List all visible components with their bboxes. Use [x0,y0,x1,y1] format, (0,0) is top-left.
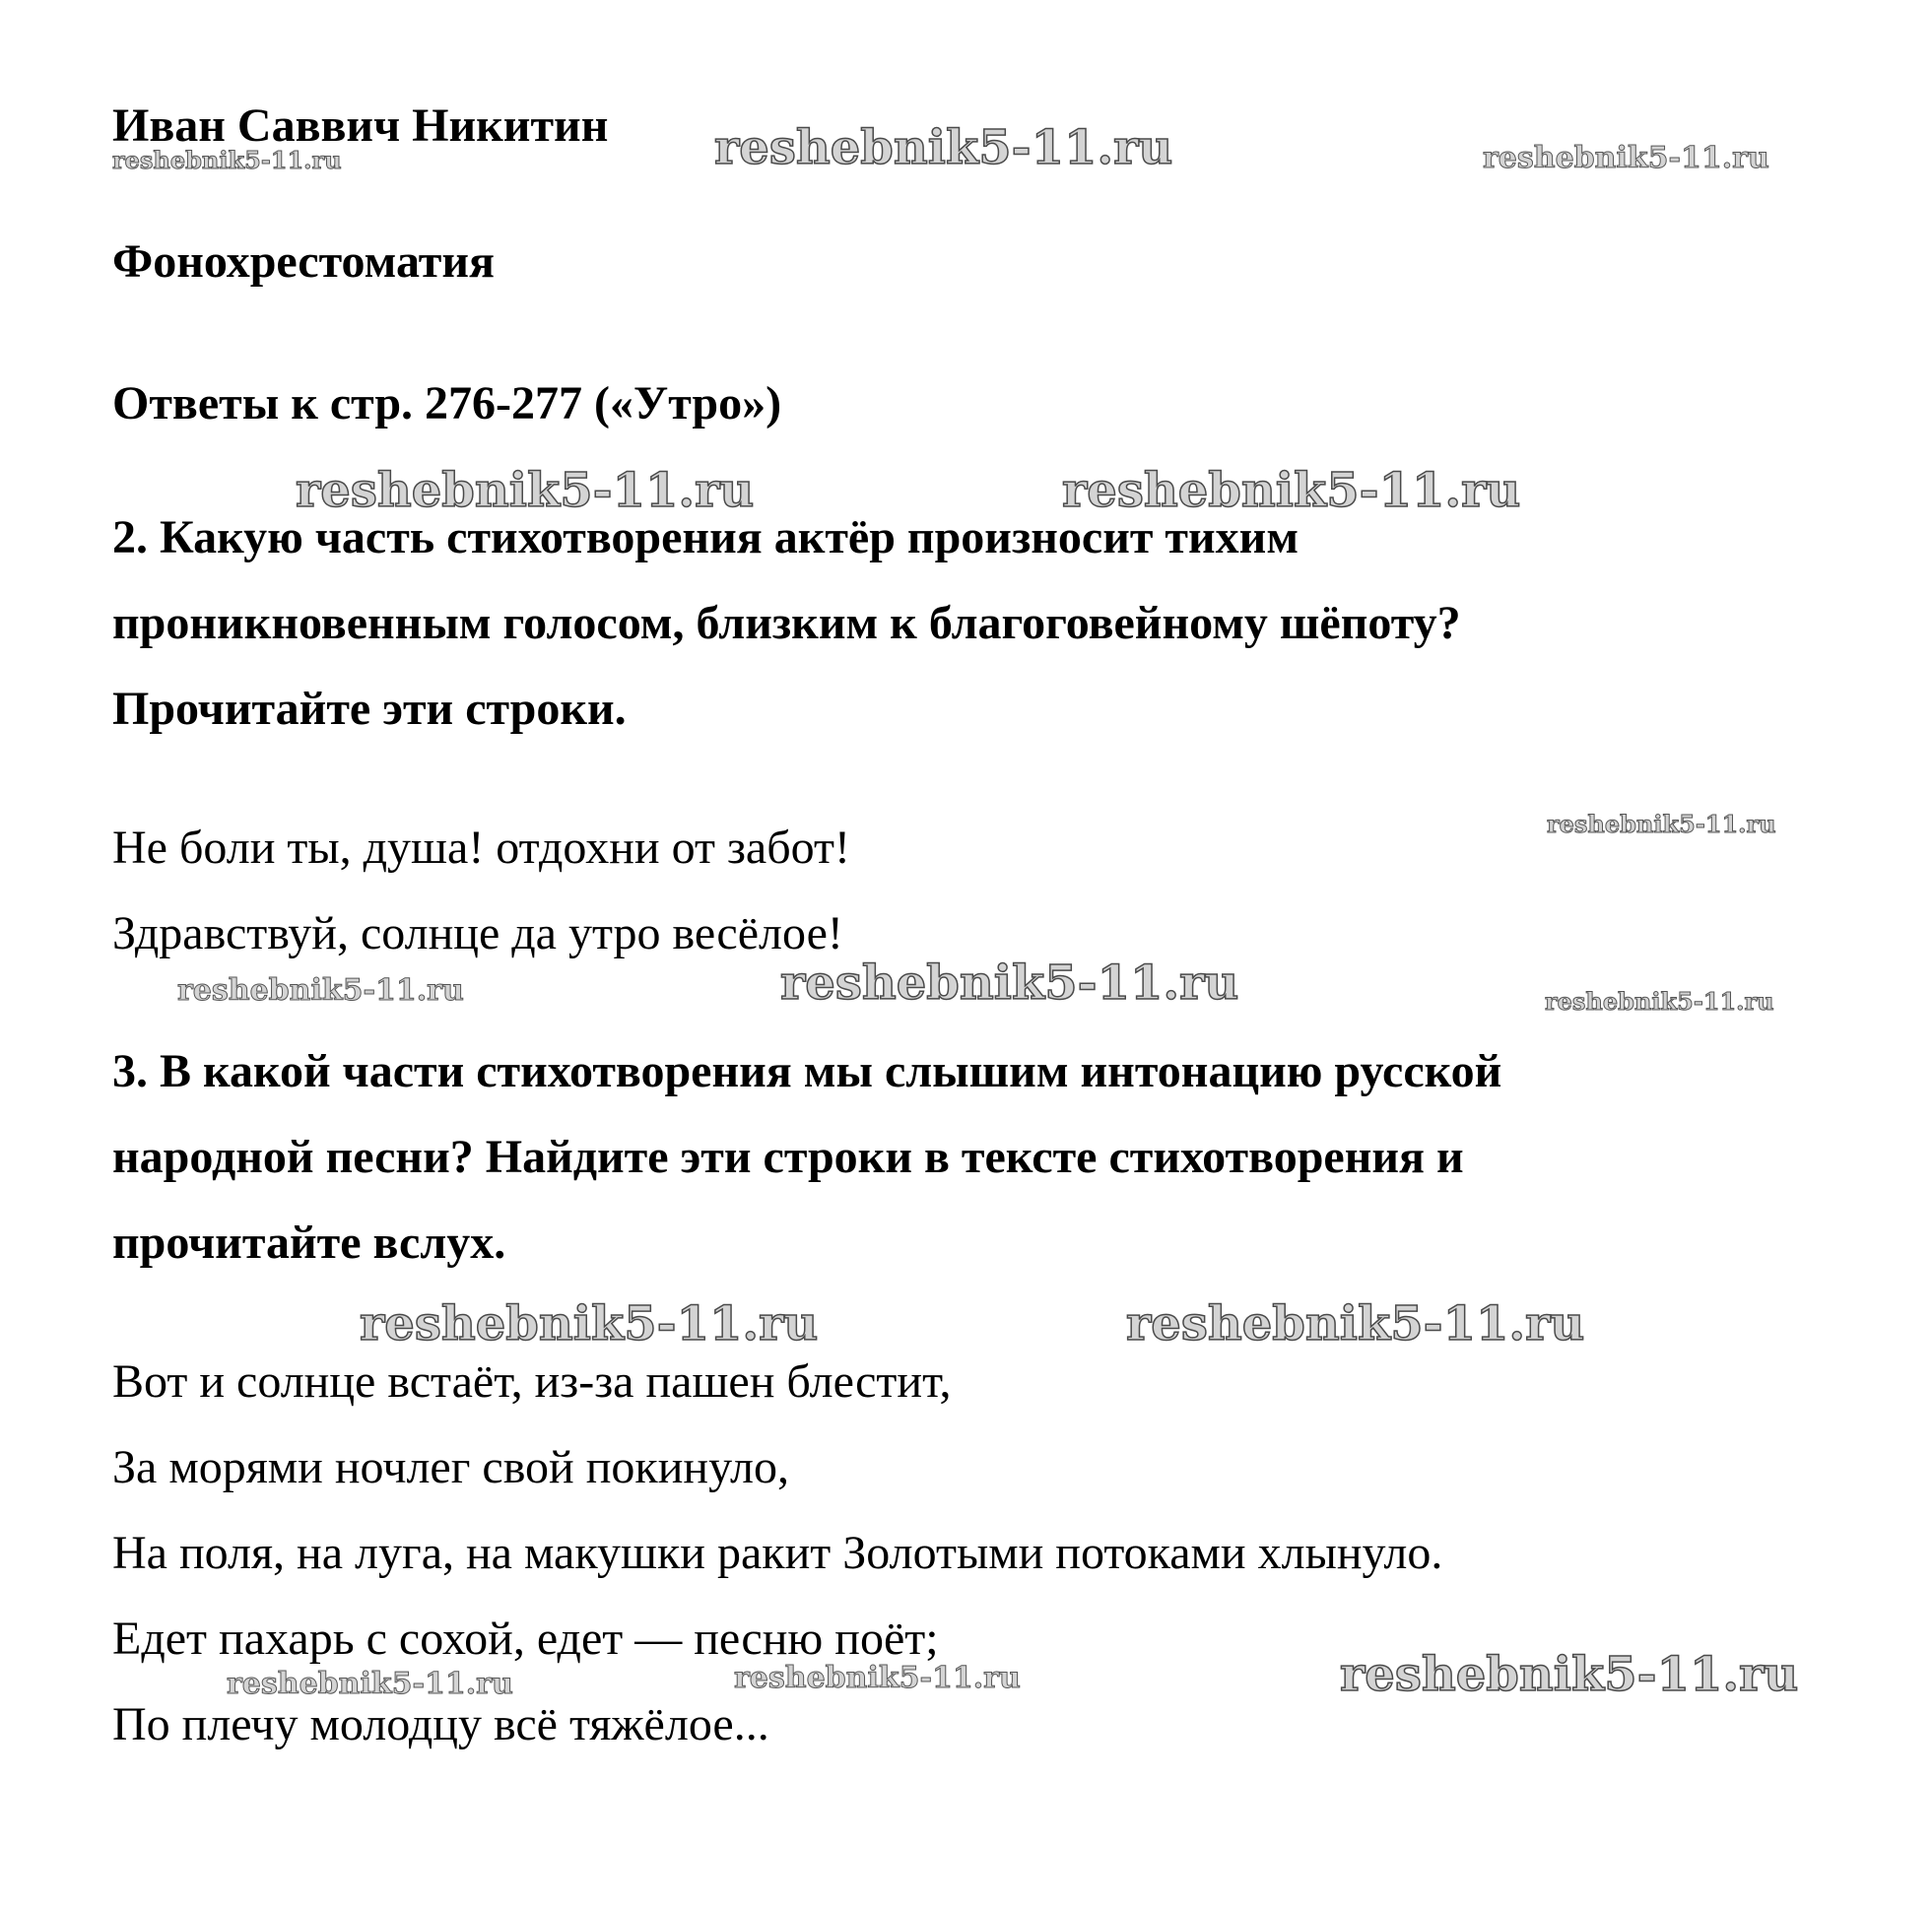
watermark: reshebnik5-11.ru [177,973,464,1008]
question-2-line: 2. Какую часть стихотворения актёр произносит тихим [112,511,1299,563]
watermark: reshebnik5-11.ru [734,1661,1021,1695]
watermark: reshebnik5-11.ru [1062,463,1521,518]
answer-3-line: За морями ночлег свой покинуло, [112,1441,789,1493]
watermark: reshebnik5-11.ru [1126,1296,1585,1351]
answer-3-line: На поля, на луга, на макушки ракит Золотыми потоками хлынуло. [112,1527,1443,1579]
answers-heading: Ответы к стр. 276-277 («Утро») [112,377,782,429]
watermark: reshebnik5-11.ru [360,1296,819,1351]
watermark: reshebnik5-11.ru [112,146,342,174]
question-3-line: народной песни? Найдите эти строки в тексте стихотворения и [112,1131,1464,1183]
author-name: Иван Саввич Никитин [112,99,609,152]
question-3-line: 3. В какой части стихотворения мы слышим интонацию русской [112,1045,1502,1097]
answer-2-line: Здравствуй, солнце да утро весёлое! [112,907,843,959]
answer-2-line: Не боли ты, душа! отдохни от забот! [112,822,850,874]
answer-3-line: Едет пахарь с сохой, едет — песню поёт; [112,1613,939,1665]
watermark: reshebnik5-11.ru [780,956,1239,1011]
answer-3-line: По плечу молодцу всё тяжёлое... [112,1698,769,1750]
watermark: reshebnik5-11.ru [1340,1647,1799,1702]
question-3-line: прочитайте вслух. [112,1217,506,1269]
answer-3-line: Вот и солнце встаёт, из-за пашен блестит, [112,1355,952,1408]
question-2-line: Прочитайте эти строки. [112,683,627,735]
section-title: Фонохрестоматия [112,235,495,288]
question-2-line: проникновенным голосом, близким к благоговейному шёпоту? [112,597,1461,649]
watermark: reshebnik5-11.ru [296,463,755,518]
watermark: reshebnik5-11.ru [714,120,1173,175]
watermark: reshebnik5-11.ru [1547,810,1776,838]
watermark: reshebnik5-11.ru [1545,987,1774,1016]
watermark: reshebnik5-11.ru [1483,141,1769,175]
watermark: reshebnik5-11.ru [227,1667,513,1701]
